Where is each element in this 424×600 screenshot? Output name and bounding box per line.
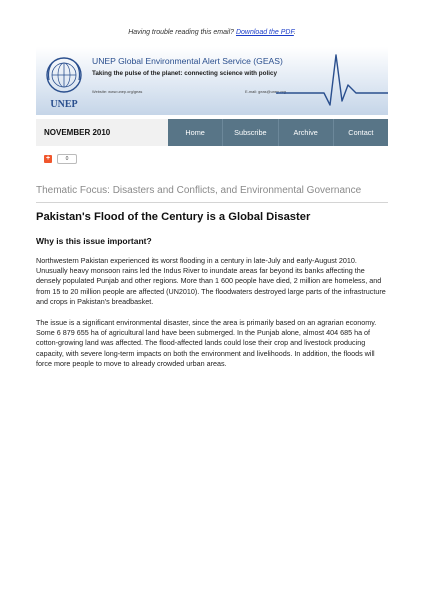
issue-date: NOVEMBER 2010 (44, 128, 111, 137)
share-plus-icon[interactable]: + (45, 155, 51, 162)
geas-banner (36, 47, 388, 115)
article-paragraph: The issue is a significant environmental disaster, since the area is primarily based on an agrarian economy. Some 6 879 655 ha of agricultural land have been submerged. In the Punjab alone, almost 404 685 ha of cotton-growing land was affected. The flood-affected lands could lose their crop and livestock producing capacity, with severe long-term impacts on both the environment and livelihoods. In addition, the floods will force more people to move to already crowded urban areas. (36, 318, 377, 368)
nav-menu (168, 119, 388, 146)
email-text: E-mail: geas@unep.org (245, 89, 286, 94)
section-divider (36, 202, 388, 203)
nav-contact-link[interactable]: Contact (333, 119, 388, 146)
service-tagline: Taking the pulse of the planet: connecting science with policy (92, 70, 277, 77)
un-emblem-icon (47, 58, 81, 92)
heartbeat-pulse-icon (276, 47, 388, 115)
share-count: 0 (57, 154, 77, 164)
nav-archive-link[interactable]: Archive (278, 119, 333, 146)
share-widget (44, 154, 77, 164)
download-pdf-link[interactable]: Download the PDF (235, 29, 294, 36)
unep-wordmark: UNEP (50, 99, 78, 110)
issue-navbar (36, 119, 388, 146)
thematic-focus: Thematic Focus: Disasters and Conflicts, and Environmental Governance (36, 185, 362, 196)
unep-logo (44, 55, 84, 111)
article-subheading: Why is this issue important? (36, 236, 152, 246)
website-text: Website: www.unep.org/geas (92, 89, 143, 94)
nav-home-link[interactable]: Home (185, 128, 205, 137)
email-notice-suffix: . (293, 29, 296, 36)
nav-subscribe-link[interactable]: Subscribe (222, 119, 277, 146)
service-title: UNEP Global Environmental Alert Service (GEAS) (92, 56, 283, 66)
email-notice-text: Having trouble reading this email? (128, 29, 236, 36)
email-notice (0, 29, 424, 36)
article-title: Pakistan's Flood of the Century is a Global Disaster (36, 211, 311, 223)
article-paragraph: Northwestern Pakistan experienced its worst flooding in a century in late-July and early-August 2010. Unusually heavy monsoon rains led the Indus River to inundate areas far beyond its banks affecting the densely populated Punjab and other regions. More than 1 600 people have died, 2 million are homeless, and from 15 to 20 million people are affected (UN2010). The floodwaters destroyed large parts of the infrastructure and crops in Pakistan's breadbasket. (36, 256, 386, 306)
